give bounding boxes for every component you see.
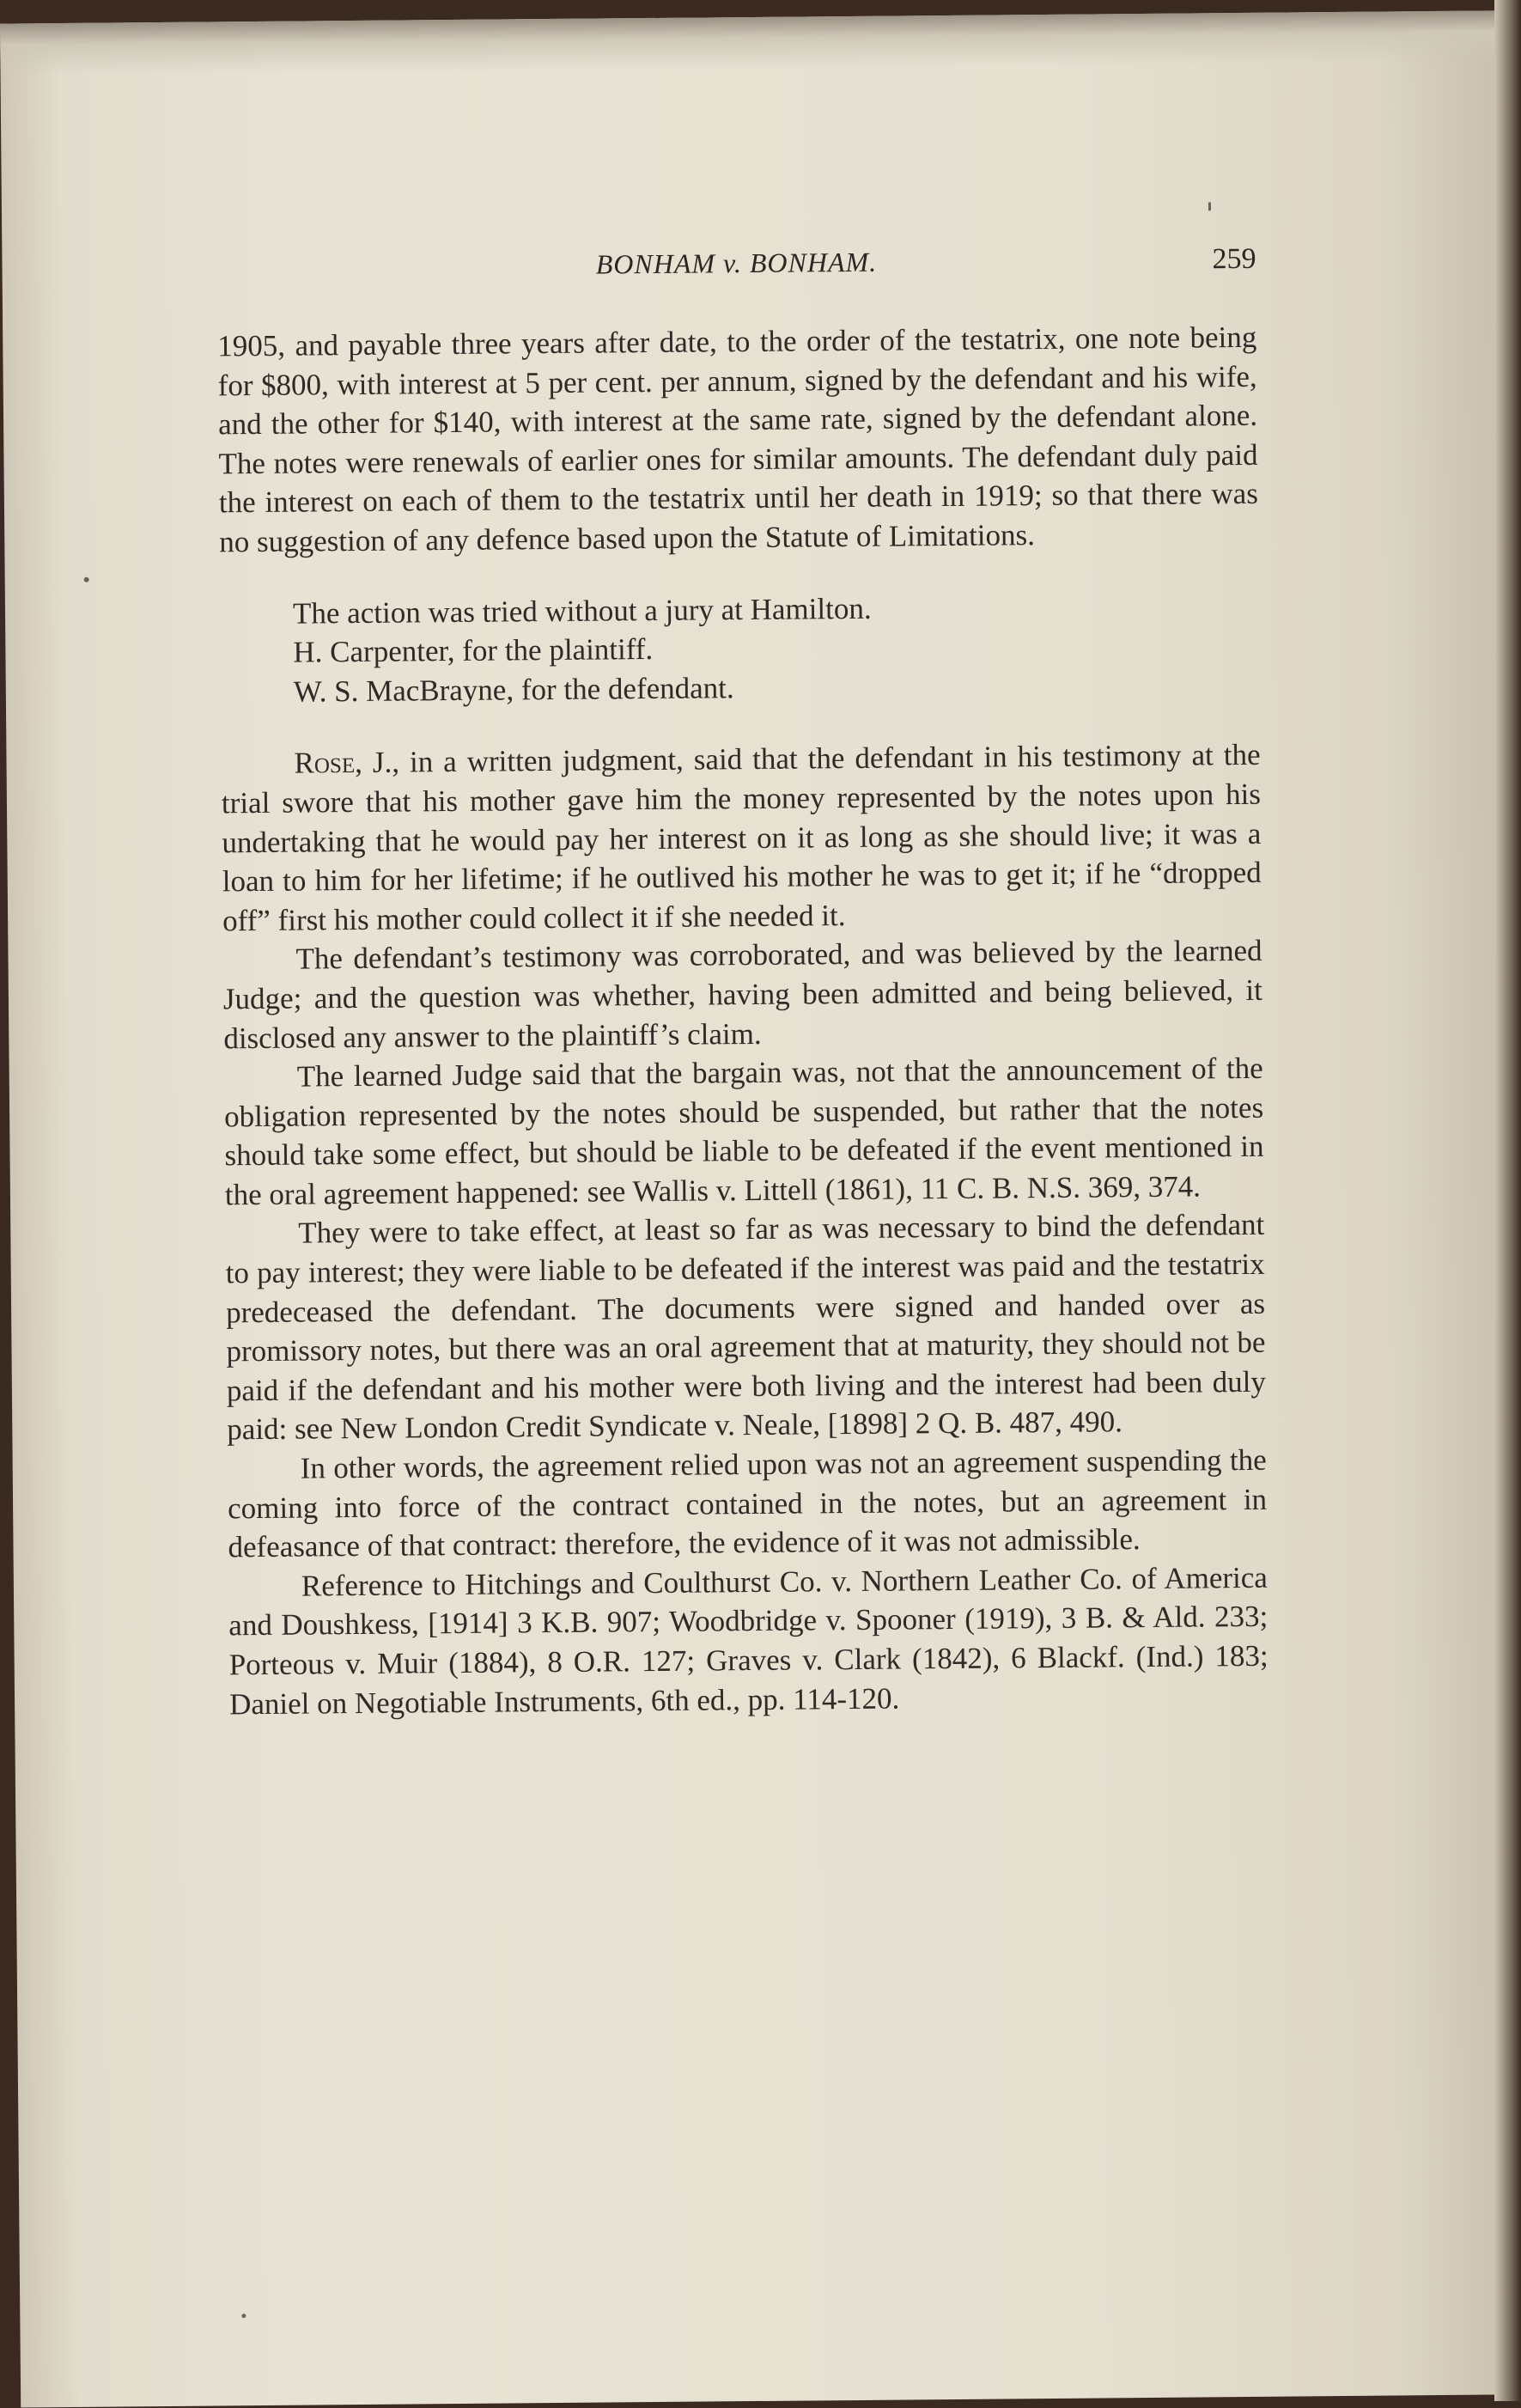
- trial-and-counsel: [220, 585, 1260, 711]
- counsel-plaintiff: H. Carpenter, for the plaintiff.: [293, 632, 654, 669]
- paragraph-reference: Reference to Hitchings and Coulthurst Co. v. Northern Leather Co. of America and Doushkess, [1914] 3 K.B. 907; Woodbridge v. Spooner (1919), 3 B. & Ald. 233; Porteous v. Muir (1884), 8 O.R. 127; Graves v. Clark (1842), 6 Blackf. (Ind.) 183; Daniel on Negotiable Instruments, 6th ed., pp. 114-120.: [228, 1560, 1269, 1721]
- paper-speck: [1208, 202, 1211, 210]
- judge-name: Rose: [294, 746, 356, 780]
- running-title: BONHAM v. BONHAM.: [595, 246, 878, 280]
- trial-line: The action was tried without a jury at Hamilton.: [292, 591, 872, 631]
- body-text: [217, 318, 1269, 1724]
- paragraph-judgment: [221, 735, 1262, 941]
- paragraph-other-words: In other words, the agreement relied upon was not an agreement suspending the coming into force of the contract contained in the notes, but an agreement in defeasance of that contract: therefore, the evidence of it was not admissible.: [227, 1442, 1268, 1564]
- page-number: 259: [1212, 242, 1256, 276]
- running-head: [216, 243, 1256, 296]
- paragraph-corroborated: The defendant’s testimony was corroborated, and was believed by the learned Judge; and the question was whether, having been admitted and being believed, it disclosed any answer to the plaintiff’s claim.: [222, 934, 1263, 1055]
- judgment-text: , J., in a written judgment, said that the defendant in his testimony at the trial swore that his mother gave him the money represented by the notes upon his undertaking that he would pay her interest on it as long as she should live; it was a loan to him for her lifetime; if he outlived his mother he was to get it; if he “dropped off” first his mother could collect it if she needed it.: [221, 738, 1262, 938]
- book-page: [0, 10, 1515, 2407]
- page-edge: [1494, 0, 1521, 2401]
- counsel-defendant: W. S. MacBrayne, for the defendant.: [293, 670, 734, 709]
- paragraph-bargain: The learned Judge said that the bargain was, not that the announcement of the obligation represented by the notes should be suspended, but rather that the notes should take some effect, but should be liable to be defeated if the event mentioned in the oral agreement happened: see Wallis v. Littell (1861), 11 C. B. N.S. 369, 374.: [223, 1051, 1264, 1212]
- paper-speck: [241, 2314, 246, 2318]
- paragraph-continuation: 1905, and payable three years after date, to the order of the testatrix, one note being for $800, with interest at 5 per cent. per annum, signed by the defendant and his wife, and the other for $140, with interest at the same rate, signed by the defendant alone. The notes were renewals of earlier ones for similar amounts. The defendant duly paid the interest on each of them to the testatrix until her death in 1919; so that there was no suggestion of any defence based upon the Statute of Limitations.: [217, 320, 1259, 559]
- paper-speck: [84, 577, 89, 582]
- paragraph-effect: They were to take effect, at least so far as was necessary to bind the defendant to pay interest; they were liable to be defeated if the interest was paid and the testatrix predeceased the defendant. The documents were signed and handed over as promissory notes, but there was an oral agreement that at maturity, they should not be paid if the defendant and his mother were both living and the interest had been duly paid: see New London Credit Syndicate v. Neale, [1898] 2 Q. B. 487, 490.: [225, 1208, 1267, 1447]
